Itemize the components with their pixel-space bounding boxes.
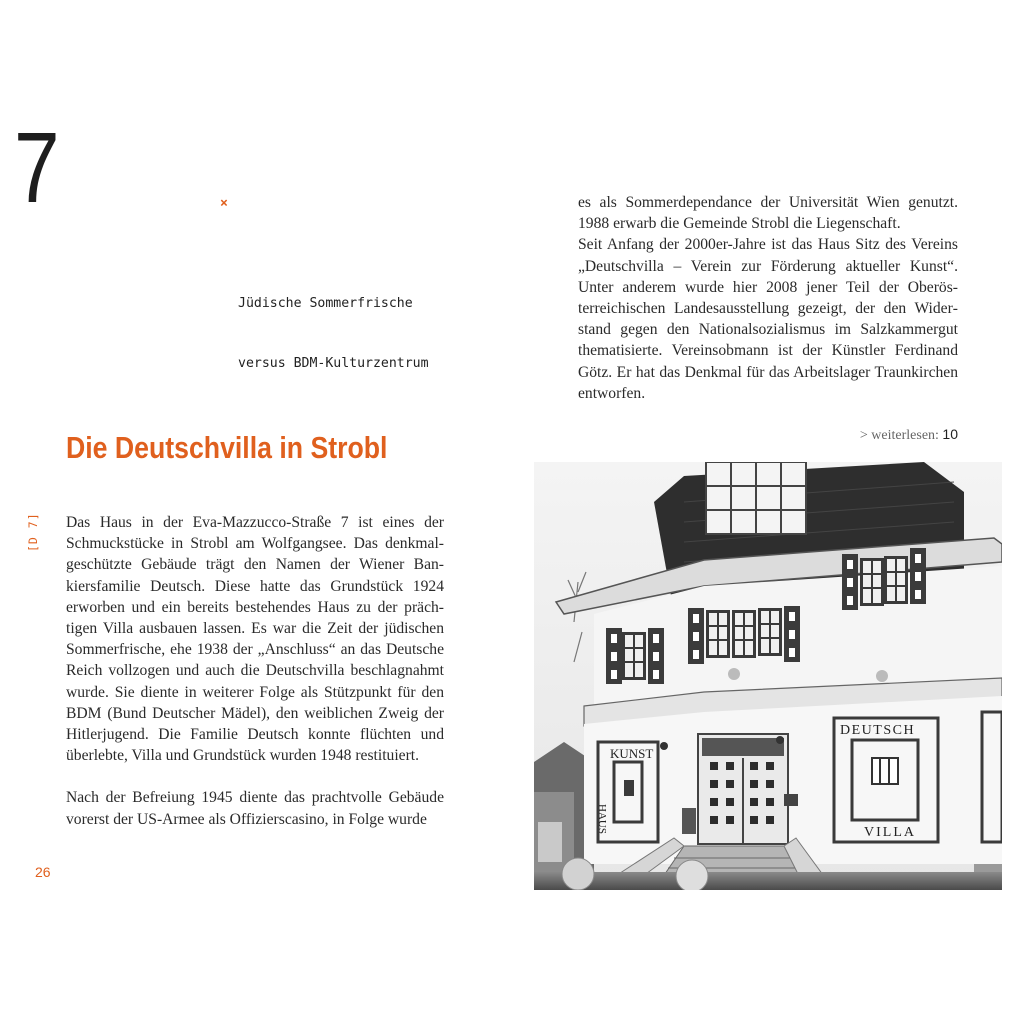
subtitle-line-1: Jüdische Sommerfrische — [238, 296, 413, 311]
right-paragraph-1: es als Sommerdependance der Universität Wien genutzt. 1988 erwarb die Gemeinde Strobl die Liegenschaft. — [578, 194, 958, 233]
entrance-door — [698, 734, 788, 844]
read-more-reference[interactable] — [860, 426, 958, 444]
section-tag — [26, 512, 42, 552]
left-text-column — [66, 512, 444, 830]
read-more-target: 10 — [942, 426, 958, 442]
villa-photo — [534, 462, 1002, 890]
sign-deutsch: DEUTSCH — [840, 723, 916, 738]
chapter-subtitle — [220, 194, 429, 434]
sign-haus: HAUS — [596, 804, 608, 834]
right-text-column — [578, 192, 958, 404]
left-paragraph-2: Nach der Befreiung 1945 diente das prachtvolle Gebäude vorerst der US-Armee als Offizierscasino, in Folge wurde — [66, 789, 444, 828]
left-paragraph-1: Das Haus in der Eva-Mazzucco-Straße 7 ist eines der Schmuckstücke in Strobl am Wolfgangsee. Das denkmalgeschützte Gebäude trägt den Namen der Wiener Bankiersfamilie Deutsch. Diese hatte das Grundstück 1924 erworben und ein bereits bestehendes Haus zu der prächtigen Villa ausbauen lassen. Es war die Zeit der jüdischen Sommerfrische, ehe 1938 der „Anschluss“ an das Deutsche Reich vollzogen und auch die Deutschvilla beschlagnahmt wurde. Sie diente in weiterer Folge als Stützpunkt für den BDM (Bund Deutscher Mädel), den weiblichen Zweig der Hitlerjugend. Die Familie Deutsch konnte flüchten und überlebte, Villa und Grundstück wurden 1948 restituiert. — [66, 514, 444, 765]
sign-kunst: KUNST — [610, 746, 654, 761]
read-more-label: > weiterlesen: — [859, 428, 939, 443]
right-paragraph-2: Seit Anfang der 2000er-Jahre ist das Haus Sitz des Vereins „Deutschvilla – Verein zur Förderung aktueller Kunst“. Unter anderem wurde hier 2008 jener Teil der Oberösterreichischen Landesausstellung gezeigt, der den Widerstand gegen den Nationalsozialismus im Salzkammergut thematisierte. Vereinsobmann ist der Künstler Ferdinand Götz. Er hat das Denkmal für das Arbeitslager Traunkirchen entworfen. — [578, 236, 958, 402]
chapter-number: 7 — [14, 112, 60, 224]
sign-villa: VILLA — [864, 825, 916, 840]
subtitle-line-2: versus BDM-Kulturzentrum — [238, 356, 429, 371]
page-number: 26 — [35, 864, 51, 880]
villa-photo-svg — [534, 462, 1002, 890]
article-heading: Die Deutschvilla in Strobl — [66, 430, 388, 465]
cross-marker-icon: × — [220, 196, 228, 211]
section-tag-label: [D 7] — [26, 512, 40, 552]
